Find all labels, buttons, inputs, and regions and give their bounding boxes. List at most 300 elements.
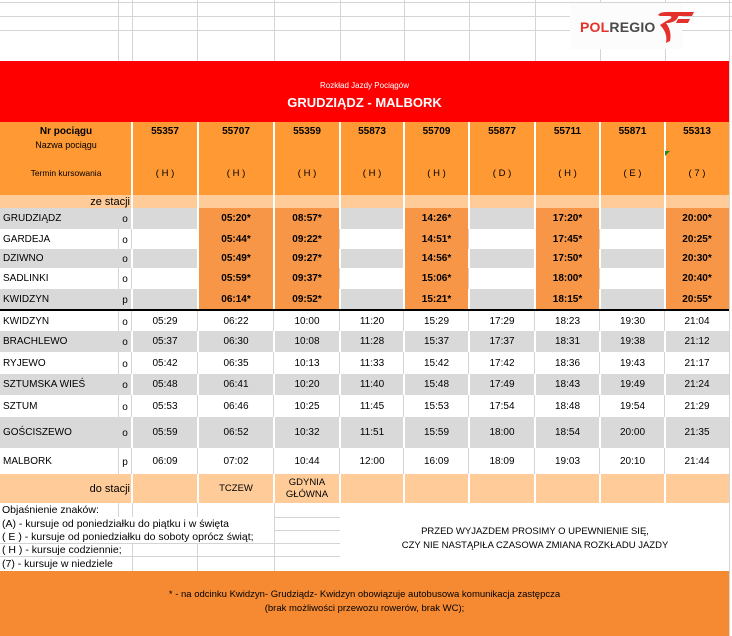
station-name: SZTUM	[3, 400, 38, 412]
table-row	[0, 331, 729, 352]
stop-type: o	[122, 316, 128, 328]
train-days: ( H )	[155, 167, 175, 179]
station-name: GARDEJA	[3, 233, 51, 245]
time-cell	[132, 249, 198, 268]
column-divider	[273, 331, 275, 352]
time-cell: 05:37	[152, 336, 178, 347]
column-divider	[403, 331, 405, 352]
time-cell	[132, 289, 198, 309]
time-cell: 21:12	[684, 336, 710, 347]
time-cell: 20:00*	[665, 208, 729, 229]
train-days: ( D )	[492, 167, 512, 179]
train-number-label: Nr pociągu	[39, 125, 93, 137]
time-cell: 06:30	[223, 336, 249, 347]
column-divider	[273, 195, 275, 208]
column-divider	[468, 289, 470, 309]
time-cell: 07:02	[223, 455, 249, 467]
stop-type: p	[122, 294, 128, 306]
column-divider	[273, 395, 274, 417]
time-cell: 11:51	[359, 427, 385, 438]
column-divider	[273, 229, 275, 249]
train-destination	[404, 474, 469, 503]
column-divider	[599, 352, 600, 374]
column-divider	[339, 395, 340, 417]
time-cell: 05:53	[152, 400, 178, 412]
column-divider	[403, 311, 404, 331]
time-cell: 05:49*	[198, 249, 274, 268]
column-divider	[339, 289, 341, 309]
time-cell	[340, 229, 404, 249]
table-row	[0, 289, 729, 309]
time-cell: 18:36	[554, 357, 581, 369]
time-cell: 21:04	[684, 315, 710, 327]
comment-marker-icon	[665, 151, 670, 156]
time-cell: 19:30	[619, 315, 646, 327]
time-cell: 21:29	[684, 400, 710, 412]
column-divider	[599, 417, 601, 448]
legend	[0, 503, 340, 571]
column-divider	[468, 395, 469, 417]
time-cell: 06:22	[223, 315, 249, 327]
banner-title: GRUDZIĄDZ - MALBORK	[287, 94, 442, 110]
schedule-label: Termin kursowania	[30, 168, 102, 178]
column-divider	[599, 331, 601, 352]
column-divider	[273, 268, 275, 289]
time-cell: 20:55*	[665, 289, 729, 309]
time-cell	[600, 268, 665, 289]
time-cell	[600, 229, 665, 249]
train-days: ( H )	[226, 167, 246, 179]
time-cell: 19:49	[619, 379, 646, 390]
legend-title: Objaśnienie znaków:	[2, 504, 99, 516]
time-cell: 18:09	[489, 455, 515, 467]
column-divider	[534, 208, 536, 229]
train-destination	[665, 474, 729, 503]
time-cell: 15:53	[423, 400, 450, 412]
stop-type: o	[122, 337, 128, 348]
time-cell: 11:20	[359, 315, 385, 327]
column-divider	[599, 395, 600, 417]
column-divider	[664, 268, 666, 289]
stop-type: o	[122, 274, 128, 285]
to-station-label: do stacji	[89, 482, 130, 495]
time-cell: 15:48	[423, 379, 450, 390]
column-divider	[273, 249, 275, 268]
stop-type: o	[122, 428, 128, 439]
column-divider	[468, 229, 469, 249]
time-cell: 05:59*	[198, 268, 274, 289]
time-cell: 09:52*	[274, 289, 340, 309]
time-cell: 15:29	[423, 315, 450, 327]
column-divider	[197, 374, 199, 395]
time-cell	[600, 208, 665, 229]
time-cell: 20:10	[619, 455, 646, 467]
column-divider	[664, 374, 666, 395]
time-cell	[340, 208, 404, 229]
column-divider	[599, 208, 601, 229]
stop-type: o	[122, 380, 128, 391]
table-row	[0, 395, 729, 417]
time-cell: 17:50*	[535, 249, 600, 268]
column-divider	[131, 208, 133, 229]
column-divider	[339, 311, 340, 331]
column-divider	[534, 311, 535, 331]
station-name: DZIWNO	[3, 253, 44, 264]
column-divider	[664, 417, 666, 448]
legend-item: ( E ) - kursuje od poniedziałku do soboty oprócz świąt;	[0, 530, 274, 543]
stop-type: o	[122, 401, 128, 413]
time-cell	[132, 229, 198, 249]
column-divider	[534, 289, 536, 309]
column-divider	[131, 374, 133, 395]
time-cell: 05:48	[152, 379, 178, 390]
column-divider	[273, 417, 275, 448]
column-divider	[599, 374, 601, 395]
time-cell: 05:29	[152, 315, 178, 327]
time-cell: 16:09	[423, 455, 450, 467]
time-cell: 19:03	[554, 455, 581, 467]
from-station-row	[0, 195, 729, 208]
column-divider	[468, 268, 469, 289]
column-divider	[468, 195, 470, 208]
column-divider	[599, 448, 600, 474]
time-cell: 10:00	[294, 315, 320, 327]
column-divider	[131, 331, 133, 352]
train-number: 55711	[553, 125, 582, 137]
column-divider	[273, 448, 274, 474]
column-divider	[599, 268, 600, 289]
station-name: RYJEWO	[3, 357, 46, 369]
time-cell: 08:57*	[274, 208, 340, 229]
column-divider	[197, 195, 199, 208]
train-days: ( H )	[297, 167, 317, 179]
train-destination: GDYNIA GŁÓWNA	[285, 476, 329, 500]
column-divider	[339, 268, 340, 289]
column-divider	[403, 448, 404, 474]
footer-line-1: * - na odcinku Kwidzyn- Grudziądz- Kwidzyn obowiązuje autobusowa komunikacja zastępcza	[168, 589, 561, 600]
time-cell: 10:13	[294, 357, 320, 369]
train-destination	[600, 474, 665, 503]
column-divider	[131, 195, 133, 208]
train-days: ( H )	[362, 167, 382, 179]
logo-text	[580, 19, 656, 35]
column-divider	[403, 208, 405, 229]
title-banner	[0, 61, 729, 122]
time-cell: 18:00*	[535, 268, 600, 289]
time-cell: 14:26*	[404, 208, 469, 229]
table-row	[0, 268, 729, 289]
time-cell: 05:42	[152, 357, 178, 369]
time-cell: 10:44	[294, 455, 320, 467]
train-number: 55357	[151, 125, 179, 137]
column-divider	[534, 249, 536, 268]
train-number: 55871	[618, 125, 647, 137]
column-divider	[197, 268, 199, 289]
column-divider	[131, 229, 132, 249]
column-divider	[534, 417, 536, 448]
time-cell: 18:23	[554, 315, 581, 327]
time-cell: 11:40	[359, 379, 385, 390]
column-divider	[664, 311, 665, 331]
column-divider	[339, 374, 341, 395]
column-divider	[131, 268, 132, 289]
column-divider	[339, 417, 341, 448]
column-divider	[197, 289, 199, 309]
column-divider	[197, 331, 199, 352]
time-cell: 12:00	[359, 455, 385, 467]
station-name: KWIDZYN	[3, 315, 50, 327]
stop-type: p	[122, 456, 128, 468]
time-cell: 17:20*	[535, 208, 600, 229]
column-divider	[403, 417, 405, 448]
column-divider	[664, 331, 666, 352]
time-cell: 15:21*	[404, 289, 469, 309]
train-destination	[535, 474, 600, 503]
column-divider	[197, 229, 199, 249]
time-cell: 15:06*	[404, 268, 469, 289]
table-row	[0, 374, 729, 395]
column-divider	[403, 268, 405, 289]
time-cell: 21:17	[684, 357, 710, 369]
time-cell: 21:35	[684, 427, 710, 438]
column-divider	[599, 249, 601, 268]
legend-item: ( H ) - kursuje codziennie;	[2, 543, 122, 556]
time-cell: 06:14*	[198, 289, 274, 309]
column-divider	[131, 352, 132, 374]
time-cell	[469, 208, 535, 229]
time-cell: 17:42	[489, 357, 515, 369]
column-divider	[403, 229, 405, 249]
train-number: 55877	[488, 125, 516, 137]
time-cell	[469, 249, 535, 268]
to-station-row	[0, 474, 729, 503]
column-divider	[403, 374, 405, 395]
time-cell	[132, 208, 198, 229]
time-cell: 17:29	[489, 315, 515, 327]
polregio-logo	[570, 3, 682, 49]
time-cell: 20:00	[619, 427, 646, 438]
column-divider	[468, 448, 469, 474]
column-divider	[468, 331, 470, 352]
stop-type: o	[122, 254, 128, 265]
column-divider	[664, 195, 666, 208]
column-divider	[468, 311, 469, 331]
column-divider	[403, 249, 405, 268]
legend-item: (7) - kursuje w niedziele	[2, 558, 113, 570]
column-divider	[468, 417, 470, 448]
column-divider	[534, 352, 535, 374]
notice-box	[341, 503, 729, 571]
column-divider	[468, 208, 470, 229]
time-cell	[469, 289, 535, 309]
stop-type: o	[122, 234, 128, 246]
time-cell: 09:27*	[274, 249, 340, 268]
footer-line-2: (brak możliwości przewozu rowerów, brak WC);	[264, 603, 465, 614]
time-cell: 11:45	[359, 400, 385, 412]
time-cell	[600, 249, 665, 268]
time-cell: 17:49	[489, 379, 515, 390]
table-header	[0, 122, 729, 195]
time-cell: 17:54	[489, 400, 515, 412]
column-divider	[468, 249, 470, 268]
time-cell	[469, 268, 535, 289]
table-row	[0, 208, 729, 229]
time-cell: 21:24	[684, 379, 710, 390]
column-divider	[197, 208, 199, 229]
time-cell: 10:25	[294, 400, 320, 412]
time-cell: 17:37	[489, 336, 515, 347]
notice-line-1: PRZED WYJAZDEM PROSIMY O UPEWNIENIE SIĘ,	[421, 525, 649, 537]
train-number: 55313	[683, 125, 711, 137]
time-cell: 19:43	[619, 357, 646, 369]
time-cell: 06:52	[223, 427, 249, 438]
column-divider	[197, 311, 198, 331]
time-cell: 15:42	[423, 357, 450, 369]
train-days: ( E )	[623, 167, 642, 179]
time-cell: 09:37*	[274, 268, 340, 289]
column-divider	[273, 352, 274, 374]
train-number: 55709	[422, 125, 451, 137]
column-divider	[534, 331, 536, 352]
legend-item: (A) - kursuje od poniedziałku do piątku i w święta	[0, 517, 274, 530]
time-cell: 06:09	[152, 455, 178, 467]
time-cell: 06:35	[223, 357, 249, 369]
column-divider	[664, 395, 665, 417]
train-destination	[340, 474, 404, 503]
column-divider	[403, 395, 404, 417]
time-cell: 15:37	[423, 336, 450, 347]
column-divider	[664, 289, 666, 309]
stop-type: o	[122, 358, 128, 370]
table-row	[0, 448, 729, 474]
train-destination	[469, 474, 535, 503]
station-name: MALBORK	[3, 455, 52, 467]
table-row	[0, 352, 729, 374]
table-row	[0, 229, 729, 249]
time-cell: 11:33	[359, 357, 385, 369]
column-divider	[339, 331, 341, 352]
time-cell: 06:41	[223, 379, 249, 390]
station-name: KWIDZYN	[3, 293, 50, 305]
column-divider	[339, 352, 340, 374]
column-divider	[131, 249, 133, 268]
footer-note	[0, 571, 729, 636]
column-divider	[131, 395, 132, 417]
time-cell: 09:22*	[274, 229, 340, 249]
time-cell: 14:51*	[404, 229, 469, 249]
station-name: GRUDZIĄDZ	[3, 213, 62, 224]
column-divider	[339, 229, 340, 249]
time-cell: 18:00	[489, 427, 515, 438]
column-divider	[339, 448, 340, 474]
column-divider	[339, 208, 341, 229]
logo-text-regio: REGIO	[609, 19, 656, 35]
train-name-label: Nazwa pociągu	[35, 140, 97, 150]
time-cell	[469, 229, 535, 249]
column-divider	[197, 249, 199, 268]
time-cell: 05:59	[152, 427, 178, 438]
time-cell: 15:59	[423, 427, 450, 438]
station-name: SZTUMSKA WIEŚ	[3, 379, 86, 390]
column-divider	[339, 195, 341, 208]
column-divider	[197, 417, 199, 448]
train-days: ( H )	[558, 167, 577, 179]
column-divider	[534, 229, 536, 249]
train-destination	[132, 474, 198, 503]
column-divider	[599, 311, 600, 331]
time-cell: 05:20*	[198, 208, 274, 229]
train-days: ( H )	[427, 167, 446, 179]
time-cell: 18:54	[554, 427, 581, 438]
station-name: SADLINKI	[3, 273, 49, 284]
time-cell	[132, 268, 198, 289]
column-divider	[197, 395, 198, 417]
time-cell	[600, 289, 665, 309]
train-number: 55873	[358, 125, 386, 137]
column-divider	[664, 448, 665, 474]
column-divider	[339, 249, 341, 268]
table-row	[0, 417, 729, 448]
time-cell: 21:44	[684, 455, 710, 467]
column-divider	[197, 352, 198, 374]
column-divider	[468, 374, 470, 395]
time-cell: 19:38	[619, 336, 646, 347]
train-days: ( 7 )	[688, 167, 706, 179]
from-station-label: ze stacji	[90, 195, 130, 208]
column-divider	[131, 448, 132, 474]
train-number: 55359	[293, 125, 321, 137]
column-divider	[664, 352, 665, 374]
time-cell: 11:28	[359, 336, 385, 347]
notice-line-2: CZY NIE NASTĄPIŁA CZASOWA ZMIANA ROZKŁADU JAZDY	[401, 539, 669, 551]
column-divider	[273, 289, 275, 309]
time-cell: 10:20	[294, 379, 320, 390]
column-divider	[273, 374, 275, 395]
time-cell: 05:44*	[198, 229, 274, 249]
time-cell: 10:08	[294, 336, 320, 347]
column-divider	[664, 208, 666, 229]
column-divider	[664, 249, 666, 268]
table-row	[0, 311, 729, 331]
time-cell	[340, 249, 404, 268]
polregio-emblem-icon	[656, 9, 696, 47]
time-cell: 18:15*	[535, 289, 600, 309]
station-name: BRACHLEWO	[3, 336, 68, 347]
column-divider	[403, 195, 405, 208]
stop-type: o	[122, 214, 128, 225]
time-cell: 20:25*	[665, 229, 729, 249]
column-divider	[403, 289, 405, 309]
column-divider	[534, 195, 536, 208]
train-destination: TCZEW	[219, 482, 253, 494]
column-divider	[403, 352, 404, 374]
time-cell: 20:40*	[665, 268, 729, 289]
column-divider	[273, 311, 274, 331]
time-cell: 20:30*	[665, 249, 729, 268]
logo-text-pol: POL	[580, 19, 610, 35]
column-divider	[131, 311, 132, 331]
column-divider	[664, 229, 666, 249]
time-cell	[340, 268, 404, 289]
station-name: GOŚCISZEWO	[3, 427, 72, 438]
column-divider	[131, 289, 133, 309]
banner-subtitle: Rozkład Jazdy Pociągów	[320, 80, 409, 90]
time-cell: 18:48	[554, 400, 581, 412]
column-divider	[273, 208, 275, 229]
time-cell: 06:46	[223, 400, 249, 412]
time-cell: 18:31	[554, 336, 581, 347]
time-cell: 18:43	[554, 379, 581, 390]
